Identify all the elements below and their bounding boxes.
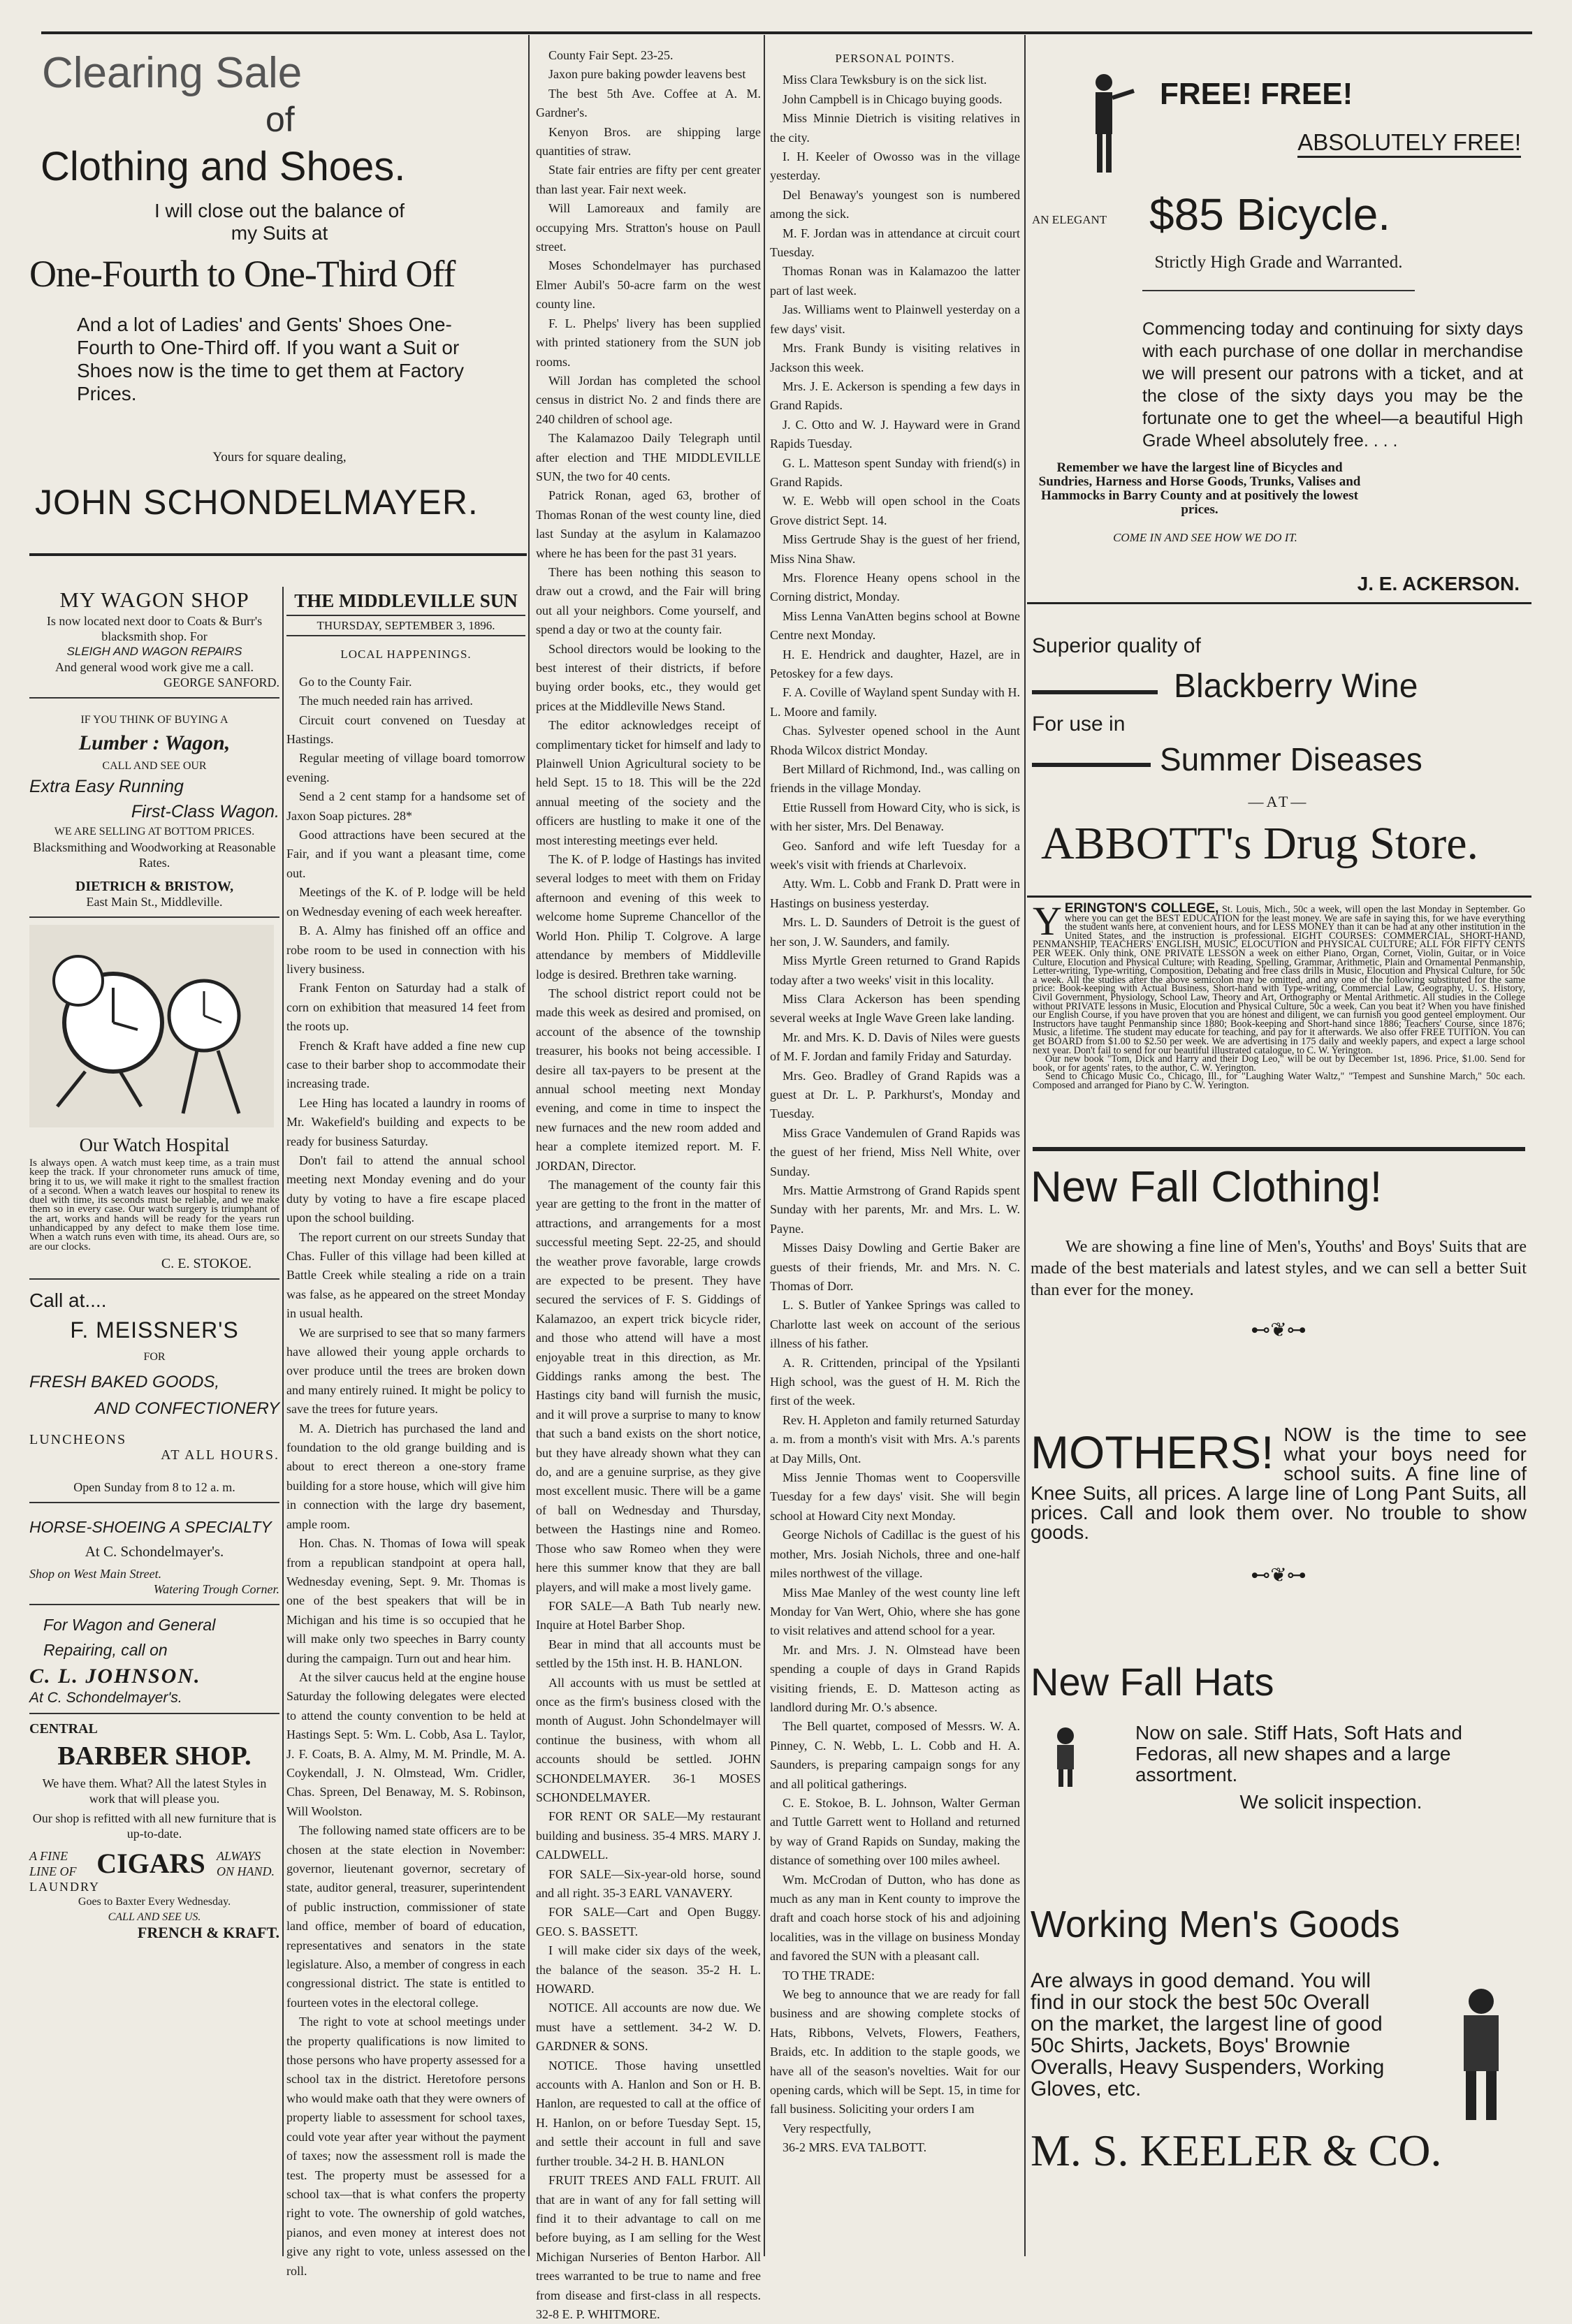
- top-rule: [41, 31, 1532, 34]
- ad-text: NOW is the time to see what your boys need for school suits. A fine line of Knee Suits, all prices. A large line of Long Pant Suits, all prices. Call and look them over. No trouble to show goods.: [1031, 1424, 1527, 1543]
- news-item: I will make cider six days of the week, the balance of the season. 35-2 H. L. HOWARD.: [536, 1943, 761, 1996]
- local-happenings-column: [286, 587, 525, 2278]
- dateline: THURSDAY, SEPTEMBER 3, 1896.: [286, 616, 525, 636]
- news-item: Go to the County Fair.: [299, 674, 412, 689]
- ad-text: We solicit inspection.: [1239, 1791, 1422, 1813]
- personal-item: 36-2 MRS. EVA TALBOTT.: [783, 2140, 927, 2155]
- ad-text: AND CONFECTIONERY: [94, 1398, 279, 1418]
- clearing-sale-ad: [29, 49, 524, 548]
- ad-closing: Yours for square dealing,: [212, 450, 347, 465]
- personal-item: Mrs. J. E. Ackerson is spending a few days in Grand Rapids.: [770, 379, 1020, 413]
- news-item: Meetings of the K. of P. lodge will be held on Wednesday evening of each week hereafter.: [286, 885, 525, 919]
- news-item: Regular meeting of village board tomorrow evening.: [286, 751, 525, 784]
- personal-item: Mrs. L. D. Saunders of Detroit is the guest of her son, J. W. Saunders, and family.: [770, 915, 1020, 949]
- news-item: The right to vote at school meetings under the property qualifications is now limited to those persons who have property assessed for a school tax in the district. Heretofore persons who would make oath that they were owners of property liable to assessment for school taxes, could vote year after year without the payment of taxes; now the assessment roll is made the test. The property must be assessed for a school tax—that is what confers the property right to vote. The ownership of gold watches, pianos, and even money at interest does not give any right to vote, unless assessed on the roll.: [286, 2015, 525, 2278]
- bicycle-ad: [1031, 63, 1527, 594]
- column-rule: [528, 35, 530, 2256]
- news-item: The school district report could not be made this week as desired and promised, on account of the absence of the township treasurer, his books not being accessible. I desire all tax-payers to be present at the annual school meeting next Monday evening, and come in time to inspect the new furnaces and the new room added and hear a complete itemized report. M. F. JORDAN, Director.: [536, 986, 761, 1173]
- ad-text: Call at....: [29, 1289, 107, 1311]
- boy-figure-illustration: [1045, 1725, 1086, 1788]
- abbott-drug-store-ad: [1031, 615, 1527, 894]
- personal-item: Mrs. Frank Bundy is visiting relatives in Jackson this week.: [770, 341, 1020, 374]
- ad-signature: FRENCH & KRAFT.: [137, 1923, 279, 1941]
- ad-headline: One-Fourth to One-Third Off: [29, 253, 456, 295]
- ad-text: A FINE LINE OF: [29, 1848, 77, 1878]
- news-item: Hon. Chas. N. Thomas of Iowa will speak from a republican standpoint at opera hall, Wednesday evening, Sept. 9. Mr. Thomas is one of the best speakers that will be in Michigan and his time is so occupied that he will make only two speeches in Barry county during the campaign. Turn out and hear him.: [286, 1536, 525, 1665]
- personal-item: Miss Minnie Dietrich is visiting relatives in the city.: [770, 111, 1020, 145]
- personal-item: Mrs. Geo. Bradley of Grand Rapids was a guest at Dr. L. P. Parkhurst's, Monday and Tuesday.: [770, 1068, 1020, 1121]
- personal-item: Mrs. Florence Heany opens school in the Corning district, Monday.: [770, 570, 1020, 604]
- ad-text: Are always in good demand. You will find in our stock the best 50c Overall on the market, the largest line of good 50c Shirts, Jackets, Boys' Brownie Overalls, Heavy Suspenders, Working Gloves, etc.: [1031, 1969, 1385, 2100]
- section-heading: PERSONAL POINTS.: [835, 52, 955, 65]
- news-item: The much needed rain has arrived.: [299, 694, 473, 708]
- personal-item: Mr. and Mrs. J. N. Olmstead have been spending a couple of days in Grand Rapids visiting friends, E. D. Matteson acting as landlord during Mr. O.'s absence.: [770, 1642, 1020, 1714]
- divider: [1027, 602, 1531, 604]
- personal-item: Ettie Russell from Howard City, who is sick, is with her sister, Mrs. Del Benaway.: [770, 800, 1020, 834]
- news-item: The management of the county fair this year are getting to the front in the matter of attractions, and arrangements for a most successful meeting Sept. 22-25, and should the weather prove favorable, large crowds are expected to be present. They have secured the services of F. S. Giddings of Kalamazoo, an expert trick bicycle rider, and those who attend will have a most enjoyable treat in this direction, as Mr. Giddings ranks among the best. The Hastings city band will furnish the music, and it will prove a surprise to many to know that such a band exists on the short notice, but they have already shown what they can do, and are a genuine surprise, as they give most excellent music. There will be a game of ball on Wednesday and Thursday, between the Hastings nine and Romeo. Those who saw Romeo when they were here this summer know that they are ball players, and will make a most lively game.: [536, 1177, 761, 1594]
- news-item: At the silver caucus held at the engine house Saturday the following delegates were elected to attend the county convention to be held at Hastings Sept. 5: Wm. L. Cobb, Asa L. Taylor, J. F. Coats, B. A. Almy, M. M. Prindle, M. A. Coykendall, J. N. Olmstead, Wm. Cridler, Chas. Spreen, Del Benaway, M. S. Robinson, Will Woolston.: [286, 1669, 525, 1818]
- news-item: Patrick Ronan, aged 63, brother of Thomas Ronan of the west county line, died last Sunday at the asylum in Kalamazoo where he has been for the past 31 years.: [536, 488, 761, 560]
- news-item: The Kalamazoo Daily Telegraph until after election and THE MIDDLEVILLE SUN, the two for 40 cents.: [536, 431, 761, 483]
- ad-text: And general wood work give me a call.: [55, 660, 254, 674]
- ad-text: Blacksmithing and Woodworking at Reasonable Rates.: [33, 840, 276, 870]
- mothers-ad: [1031, 1425, 1527, 1635]
- personal-item: J. C. Otto and W. J. Hayward were in Grand Rapids Tuesday.: [770, 417, 1020, 451]
- fall-clothing-ad: [1031, 1160, 1527, 1411]
- ad-text: We have them. What? All the latest Styles in work that will please you.: [42, 1776, 267, 1806]
- bicycle-title: $85 Bicycle.: [1149, 189, 1391, 240]
- news-item: F. L. Phelps' livery has been supplied with printed stationery from the SUN job rooms.: [536, 316, 761, 369]
- personal-item: Thomas Ronan was in Kalamazoo the latter part of last week.: [770, 264, 1020, 298]
- ad-signature: C. E. STOKOE.: [161, 1255, 252, 1271]
- arrow-ornament: [1032, 690, 1158, 694]
- news-item: FOR SALE—Cart and Open Buggy. GEO. S. BASSETT.: [536, 1905, 761, 1938]
- news-item: Will Jordan has completed the school census in district No. 2 and finds there are 240 children of school age.: [536, 373, 761, 426]
- news-item: NOTICE. All accounts are now due. We must have a settlement. 34-2 W. D. GARDNER & SONS.: [536, 2001, 761, 2054]
- ad-text: Watering Trough Corner.: [153, 1581, 279, 1596]
- ad-title: Our Watch Hospital: [79, 1134, 230, 1155]
- divider: [29, 1502, 279, 1503]
- ad-text: SLEIGH AND WAGON REPAIRS: [66, 645, 242, 658]
- ad-text: CALL AND SEE US.: [108, 1910, 201, 1923]
- ad-title: F. MEISSNER'S: [70, 1317, 239, 1343]
- news-item: Circuit court convened on Tuesday at Hastings.: [286, 712, 525, 747]
- college-music: Send to Chicago Music Co., Chicago, Ill., for "Laughing Water Waltz," "Tempest and Sunshine March," 50c each. Composed and arranged for Piano by C. W. Yerington.: [1033, 1071, 1525, 1091]
- personal-item: Wm. McCrodan of Dutton, who has done as much as any man in Kent county to improve the draft and coach horse stock of his and adjoining localities, was in the village on business Monday and favored the SUN with a pleasant call.: [770, 1872, 1020, 1964]
- ad-text: Goes to Baxter Every Wednesday.: [78, 1895, 231, 1908]
- divider: [1033, 1147, 1525, 1151]
- news-item: FOR SALE—A Bath Tub nearly new. Inquire at Hotel Barber Shop.: [536, 1598, 761, 1632]
- column-rule: [764, 35, 765, 2256]
- ad-text: AT ALL HOURS.: [161, 1447, 279, 1463]
- personal-item: G. L. Matteson spent Sunday with friend(s) in Grand Rapids.: [770, 455, 1020, 489]
- ad-signature: JOHN SCHONDELMAYER.: [35, 483, 479, 522]
- ornament-divider: ⊷❦⊶: [1251, 1565, 1307, 1586]
- ad-text: First-Class Wagon.: [131, 802, 279, 821]
- divider: [29, 1604, 279, 1605]
- man-pointing-illustration: [1072, 70, 1135, 175]
- ad-text: Extra Easy Running: [29, 777, 184, 796]
- ad-title: Clearing Sale: [42, 49, 303, 97]
- divider: [29, 916, 279, 918]
- news-item: FOR SALE—Six-year-old horse, sound and all right. 35-3 EARL VANAVERY.: [536, 1866, 761, 1900]
- drop-cap: Y: [1033, 898, 1062, 944]
- news-item: All accounts with us must be settled at once as the firm's business closed with the month of August. John Schondelmayer will continue the business, with whom all accounts should be settled. JOHN SCHONDELMAYER. 36-1 MOSES SCHONDELMAYER.: [536, 1675, 761, 1804]
- personal-item: Very respectfully,: [783, 2121, 871, 2135]
- free-heading: FREE! FREE!: [1160, 77, 1353, 111]
- personal-item: We beg to announce that we are ready for fall business and are showing complete stocks of Hats, Ribbons, Velvets, Flowers, Feathers, Braids, etc. In addition to the staple goods, we have all of the season's novelties. Wait for our opening cards, which will be Sept. 15, in time for fall business. Soliciting your orders I am: [770, 1987, 1020, 2117]
- news-item: FRUIT TREES AND FALL FRUIT. All that are in want of any for fall setting will find it to their advantage to call on me before buying, as I am selling for the West Michigan Nurseries of Benton Harbor. All trees warranted to be true to name and free from disease and first-class in all respects. 32-8 E. P. WHITMORE.: [536, 2173, 761, 2321]
- personal-item: Chas. Sylvester opened school in the Aunt Rhoda Wilcox district Monday.: [770, 724, 1020, 757]
- ad-text: IF YOU THINK OF BUYING A: [80, 714, 228, 726]
- news-item: Will Lamoreaux and family are occupying Mrs. Stratton's house on Paull street.: [536, 201, 761, 254]
- news-item: M. A. Dietrich has purchased the land and foundation to the old grange building and is about to erect thereon a one-story frame building for a store house, which will give him in connection with the large dry basement, ample room.: [286, 1421, 525, 1531]
- ad-title: BARBER SHOP.: [57, 1741, 252, 1771]
- ad-text: At C. Schondelmayer's.: [29, 1689, 182, 1706]
- ad-text: FOR: [143, 1350, 166, 1363]
- news-item: The following named state officers are to be chosen at the state election in November: governor, lieutenant governor, secretary of state, auditor general, treasurer, superintendent of public instruction, commissioner of state land office, member of board of education, representatives and senators in the state legislature. Also, a member of congress in each congressional district. The state is entitled to fourteen votes in the electoral college.: [286, 1823, 525, 2010]
- ad-title: C. L. JOHNSON.: [29, 1664, 201, 1688]
- ad-text: We are showing a fine line of Men's, Youths' and Boys' Suits that are made of the best materials and latest styles, and we can sell a better Suit than ever for the money.: [1031, 1238, 1527, 1299]
- news-item: County Fair Sept. 23-25.: [548, 48, 674, 62]
- news-item: State fair entries are fifty per cent greater than last year. Fair next week.: [536, 163, 761, 196]
- college-body: St. Louis, Mich., 50c a week, will open the last Monday in September. Go where you can get the BEST EDUCATION for the least money. We are safe in saying this, for we have everything the student wants here, at convenient hours, and for LESS MONEY than it can be had at any other institution in the United States, and the instruction is professional. EIGHT COURSES: COMMERCIAL, SHORT-HAND, PENMANSHIP, TEACHERS' ENGLISH, MUSIC, ELOCUTION and PHYSICAL CULTURE; ALL FOR FIFTY CENTS PER WEEK. Only think, ONE PRIVATE LESSON a week on either Piano, Organ, Cornet, Violin, Guitar, or in Voice Culture, Elocution and Physical Culture; with Reading, Spelling, Grammar, Arithmetic, Plain and Ornamental Penmanship, Letter-writing, Type-writing, Composition, Debating and free class drills in Music, Elocution and Physical Culture, for 50c a week. All the studies after the above semicolon may be omitted, and any one of the following substituted for the same price: Book-keeping with Actual Business, Short-hand with Type-writing, Commercial Law, Geography, U. S. History, Civil Government, Physiology, School Law, Theory and Art, Orthography or Mental Arithmetic. All studies in the College without PRIVATE lessons in Music, Elocution and Physical Culture, 50c a week. Can you beat it? When you have finished our English Course, if you have proven that you are honest and diligent, we can furnish you good genteel employment. Our Instructors have taught Penmanship since 1880; Book-keeping and Short-hand since 1886; Teachers' Course, since 1876; Music, a lifetime. The student may educate for teaching, and pay for it afterwards. We also offer FREE TUITION. You can get BOARD from $1.00 to $2.50 per week. We are advertising in 175 daily and weekly papers, and expect a large school next year. Don't fail to send for our beautiful illustrated catalogue, to C. W. Yerington.: [1033, 904, 1525, 1056]
- ad-text: I will close out the balance of: [154, 200, 405, 221]
- personal-item: Bert Millard of Richmond, Ind., was calling on friends in the village Monday.: [770, 762, 1020, 796]
- college-name: ERINGTON'S COLLEGE,: [1064, 901, 1219, 916]
- section-heading: LOCAL HAPPENINGS.: [340, 648, 472, 662]
- news-item: Good attractions have been secured at the Fair, and if you want a pleasant time, come out.: [286, 828, 525, 880]
- ad-text: —AT—: [1248, 793, 1309, 810]
- personal-item: Miss Clara Tewksbury is on the sick list.: [783, 73, 987, 87]
- divider: [29, 1278, 279, 1280]
- personal-item: F. A. Coville of Wayland spent Sunday with H. L. Moore and family.: [770, 685, 1020, 719]
- news-item: There has been nothing this season to draw out a crowd, and the Fair will bring out all your neighbors. Come yourself, and spend a day or two at the county fair.: [536, 564, 761, 637]
- ad-text: For use in: [1032, 712, 1126, 736]
- column-1-ads: [29, 587, 279, 2249]
- personal-item: Miss Lenna VanAtten begins school at Bowne Centre next Monday.: [770, 608, 1020, 643]
- news-item: We are surprised to see that so many farmers have allowed their young apple orchards to over produce until the trees are broken down and many entirely ruined. It might be policy to save the trees for future years.: [286, 1325, 525, 1417]
- elegant-label: AN ELEGANT: [1032, 213, 1107, 226]
- news-item: The report current on our streets Sunday that Chas. Fuller of this village had been killed at Battle Creek while stealing a ride on a train was false, as he appeared on the street Monday in usual health.: [286, 1229, 525, 1321]
- ad-text: LUNCHEONS: [29, 1431, 127, 1447]
- watch-clock-illustration: [29, 925, 274, 1127]
- news-item: NOTICE. Those having unsettled accounts with A. Hanlon and Son or H. B. Hanlon, are requested to call at the office of H. Hanlon, on or before Tuesday Sept. 15, and settle their account in full and save further trouble. 34-2 H. B. HANLON: [536, 2058, 761, 2168]
- column-rule: [1024, 35, 1026, 2256]
- column-rule: [282, 587, 284, 2256]
- ad-title: Blackberry Wine: [1174, 668, 1418, 705]
- ad-title: New Fall Clothing!: [1031, 1163, 1383, 1211]
- personal-item: Miss Myrtle Green returned to Grand Rapids today after a two weeks' visit in this locality.: [770, 953, 1020, 987]
- ad-text: Is now located next door to Coats & Burr's blacksmith shop. For: [46, 614, 263, 643]
- cigars-line: [29, 1848, 279, 1879]
- ad-title: Working Men's Goods: [1031, 1903, 1400, 1945]
- barber-shop-ad: [29, 1721, 279, 1941]
- clearing-ad-rule: [29, 553, 527, 556]
- personal-item: Jas. Williams went to Plainwell yesterday on a few days' visit.: [770, 302, 1020, 336]
- personal-item: A. R. Crittenden, principal of the Ypsilanti High school, was the guest of H. M. Rich the first of the week.: [770, 1355, 1020, 1408]
- ad-text: Superior quality of: [1032, 634, 1201, 657]
- horse-shoeing-ad: [29, 1510, 279, 1597]
- personal-item: Miss Grace Vandemulen of Grand Rapids was the guest of her friend, Miss Nell White, over Sunday.: [770, 1125, 1020, 1178]
- meissner-bakery-ad: [29, 1287, 279, 1495]
- personal-item: Del Benaway's youngest son is numbered among the sick.: [770, 187, 1020, 221]
- ornament-divider: ⊷❦⊶: [1251, 1320, 1307, 1341]
- ad-text: FRESH BAKED GOODS,: [29, 1372, 220, 1391]
- johnson-repair-ad: [29, 1612, 279, 1706]
- news-item: Send a 2 cent stamp for a handsome set of Jaxon Soap pictures. 28*: [286, 789, 525, 823]
- personal-item: The Bell quartet, composed of Messrs. W. A. Pinney, C. N. Webb, L. L. Cobb and H. A. Saunders, is preparing campaign songs for any and all political gatherings.: [770, 1719, 1020, 1791]
- news-item: Lee Hing has located a laundry in rooms of Mr. Wakefield's building and expects to be ready for business Saturday.: [286, 1095, 525, 1148]
- news-item: Moses Schondelmayer has purchased Elmer Aubil's 50-acre farm on the west county line.: [536, 258, 761, 312]
- divider: [29, 697, 279, 699]
- keeler-signature: M. S. KEELER & CO.: [1031, 2126, 1442, 2175]
- personal-item: Miss Clara Ackerson has been spending several weeks at Ingle Wave Green lake landing.: [770, 991, 1020, 1025]
- personal-item: George Nichols of Cadillac is the guest of his mother, Mrs. Josiah Nichols, three and one-half miles northwest of the village.: [770, 1528, 1020, 1581]
- ad-text: WE ARE SELLING AT BOTTOM PRICES.: [54, 826, 255, 838]
- bicycle-body: Commencing today and continuing for sixty days with each purchase of one dollar in merchandise we will present our patrons with a ticket, and at the close of the sixty days you may be the fortunate one to get the wheel—a beautiful High Grade Wheel absolutely free. . . .: [1142, 319, 1523, 451]
- news-item: FOR RENT OR SALE—My restaurant building and business. 35-4 MRS. MARY J. CALDWELL.: [536, 1809, 761, 1862]
- ad-text: Is always open. A watch must keep time, as a train must keep the track. If your chronometer runs amuck of time, bring it to us, we will make it right to the smallest fraction of a second. When a watch leaves our hospital to renew its duel with time, its seconds must be reliable, and we make them so in every case. Our watch surgery is triumphant of the art, works and hands will be ready for the years run unhandicapped by any defect to make them lose time. When a watch runs even with time, its ahead. Ours are, so are our clocks.: [29, 1157, 279, 1252]
- arrow-ornament: [1032, 763, 1151, 767]
- ad-title: of: [265, 100, 295, 139]
- ad-title: Summer Diseases: [1160, 741, 1422, 777]
- personal-item: Miss Gertrude Shay is the guest of her friend, Miss Nina Shaw.: [770, 532, 1020, 566]
- personal-item: Geo. Sanford and wife left Tuesday for a week's visit with friends at Charlevoix.: [770, 838, 1020, 872]
- ad-title: CIGARS: [96, 1847, 205, 1879]
- personal-item: Rev. H. Appleton and family returned Saturday a. m. from a month's visit with Mrs. A.'s parents at Day Mills, Ont.: [770, 1412, 1020, 1466]
- ad-text: Open Sunday from 8 to 12 a. m.: [73, 1479, 235, 1494]
- ad-text: ALWAYS ON HAND.: [217, 1848, 275, 1878]
- remember-text: Remember we have the largest line of Bicycles and Sundries, Harness and Horse Goods, Trunks, Valises and Hammocks in Barry County and at positively the lowest prices.: [1038, 460, 1361, 517]
- ad-title: Lumber : Wagon,: [78, 731, 231, 754]
- watch-hospital-ad: [29, 925, 279, 1271]
- news-item: French & Kraft have added a fine new cup case to their barber shop to accommodate their increasing trade.: [286, 1038, 525, 1091]
- divider: [29, 1713, 279, 1714]
- come-in-text: COME IN AND SEE HOW WE DO IT.: [1113, 531, 1297, 544]
- personal-item: L. S. Butler of Yankee Springs was called to Charlotte last week on account of the serious illness of his father.: [770, 1298, 1020, 1351]
- news-item: Jaxon pure baking powder leavens best: [548, 67, 746, 82]
- ad-text: CENTRAL: [29, 1720, 98, 1737]
- personal-item: Atty. Wm. L. Cobb and Frank D. Pratt were in Hastings on business yesterday.: [770, 877, 1020, 910]
- ad-text: At C. Schondelmayer's.: [85, 1542, 224, 1560]
- ad-title: ABBOTT's Drug Store.: [1041, 818, 1479, 869]
- college-book: Our new book "Tom, Dick and Harry and their Dog Leo," will be out by December 1st, 1896. Price, $1.00. Send for book, or for agents' rates, to the author, C. W. Yerington.: [1033, 1053, 1525, 1074]
- personal-item: M. F. Jordan was in attendance at circuit court Tuesday.: [770, 226, 1020, 260]
- ad-title: MOTHERS!: [1031, 1426, 1274, 1478]
- personal-item: Miss Mae Manley of the west county line left Monday for Van Wert, Ohio, where she has gone to visit relatives and attend school for a year.: [770, 1585, 1020, 1638]
- ad-title: New Fall Hats: [1031, 1660, 1274, 1704]
- fall-hats-ad: [1031, 1656, 1527, 1837]
- ad-text: Our shop is refitted with all new furniture that is up-to-date.: [32, 1811, 277, 1841]
- news-item: Frank Fenton on Saturday had a stalk of corn on exhibition that measured 14 feet from the roots up.: [286, 981, 525, 1034]
- personal-item: Misses Daisy Dowling and Gertie Baker are guests of their friends, Mr. and Mrs. N. C. Thomas of Dorr.: [770, 1241, 1020, 1293]
- ad-text: my Suits at: [231, 222, 328, 244]
- ad-text: LAUNDRY: [29, 1879, 101, 1894]
- personal-item: John Campbell is in Chicago buying goods.: [783, 92, 1003, 106]
- news-column: [536, 46, 761, 2321]
- ad-text: For Wagon and General Repairing, call on: [43, 1615, 216, 1659]
- personal-points-column: [770, 46, 1020, 2253]
- news-item: B. A. Almy has finished off an office and robe room to be used in connection with his livery business.: [286, 923, 525, 976]
- personal-item: I. H. Keeler of Owosso was in the village yesterday.: [770, 149, 1020, 183]
- ackerson-signature: J. E. ACKERSON.: [1357, 573, 1520, 594]
- workman-figure-illustration: [1443, 1984, 1520, 2124]
- bicycle-subtitle: Strictly High Grade and Warranted.: [1154, 253, 1403, 272]
- wagon-shop-ad: [29, 587, 279, 690]
- absolutely-free: ABSOLUTELY FREE!: [1297, 129, 1521, 158]
- news-item: Bear in mind that all accounts must be settled by the 15th inst. H. B. HANLON.: [536, 1637, 761, 1671]
- working-mens-goods-ad: [1031, 1900, 1527, 2249]
- divider: [1142, 290, 1415, 291]
- ad-text: East Main St., Middleville.: [86, 895, 223, 909]
- news-item: The K. of P. lodge of Hastings has invited several lodges to meet with them on Friday afternoon and evening of this week to welcome home Supreme Chancellor of the World Hon. Philip T. Colgrove. A large attendance by members of Middleville lodge is desired. Brethren take warning.: [536, 852, 761, 981]
- personal-item: Mr. and Mrs. K. D. Davis of Niles were guests of M. F. Jordan and family Friday and Saturday.: [770, 1030, 1020, 1064]
- ad-title: Clothing and Shoes.: [41, 144, 406, 189]
- news-item: The best 5th Ave. Coffee at A. M. Gardner's.: [536, 86, 761, 120]
- divider: [1027, 896, 1531, 898]
- personal-item: TO THE TRADE:: [783, 1968, 875, 1982]
- personal-item: H. E. Hendrick and daughter, Hazel, are in Petoskey for a few days.: [770, 647, 1020, 680]
- ad-text: Shop on West Main Street.: [29, 1566, 162, 1581]
- masthead: THE MIDDLEVILLE SUN: [286, 587, 525, 616]
- ad-signature: DIETRICH & BRISTOW,: [75, 879, 234, 894]
- ad-text: Now on sale. Stiff Hats, Soft Hats and Fedoras, all new shapes and a large assortment.: [1135, 1722, 1462, 1785]
- personal-item: W. E. Webb will open school in the Coats Grove district Sept. 14.: [770, 494, 1020, 527]
- personal-item: Mrs. Mattie Armstrong of Grand Rapids spent Sunday with her parents, Mr. and Mrs. L. W. Payne.: [770, 1183, 1020, 1236]
- news-item: Don't fail to attend the annual school meeting next Monday evening and do your duty by voting to have a fire escape placed upon the school building.: [286, 1153, 525, 1225]
- ad-text: CALL AND SEE OUR: [102, 760, 207, 772]
- news-item: School directors would be looking to the best interest of their districts, if before buying order books, etc., they would get prices at the Middleville News Stand.: [536, 641, 761, 713]
- ad-signature: GEORGE SANFORD.: [163, 675, 279, 689]
- ad-text: And a lot of Ladies' and Gents' Shoes One-Fourth to One-Third off. If you want a Suit or Shoes now is the time to get them at Factory Prices.: [77, 314, 465, 404]
- news-item: The editor acknowledges receipt of complimentary ticket for himself and lady to Plainwell Union Agricultural society to be held Sept. 15 to 18. This will be the 22d annual meeting of the society and the officers are hustling to make it one of the most interesting meetings ever held.: [536, 718, 761, 847]
- yerington-college-ad: [1033, 898, 1525, 1146]
- ad-title: MY WAGON SHOP: [59, 587, 249, 612]
- news-item: Kenyon Bros. are shipping large quantities of straw.: [536, 124, 761, 159]
- ad-title: HORSE-SHOEING A SPECIALTY: [29, 1517, 272, 1536]
- lumber-wagon-ad: [29, 712, 279, 909]
- personal-item: C. E. Stokoe, B. L. Johnson, Walter German and Tuttle Garrett went to Holland and returned by way of Grand Rapids on Sunday, making the distance of something over 100 miles awheel.: [770, 1795, 1020, 1868]
- personal-item: Miss Jennie Thomas went to Coopersville Tuesday for a few days' visit. She will begin school at Howard City next Monday.: [770, 1470, 1020, 1523]
